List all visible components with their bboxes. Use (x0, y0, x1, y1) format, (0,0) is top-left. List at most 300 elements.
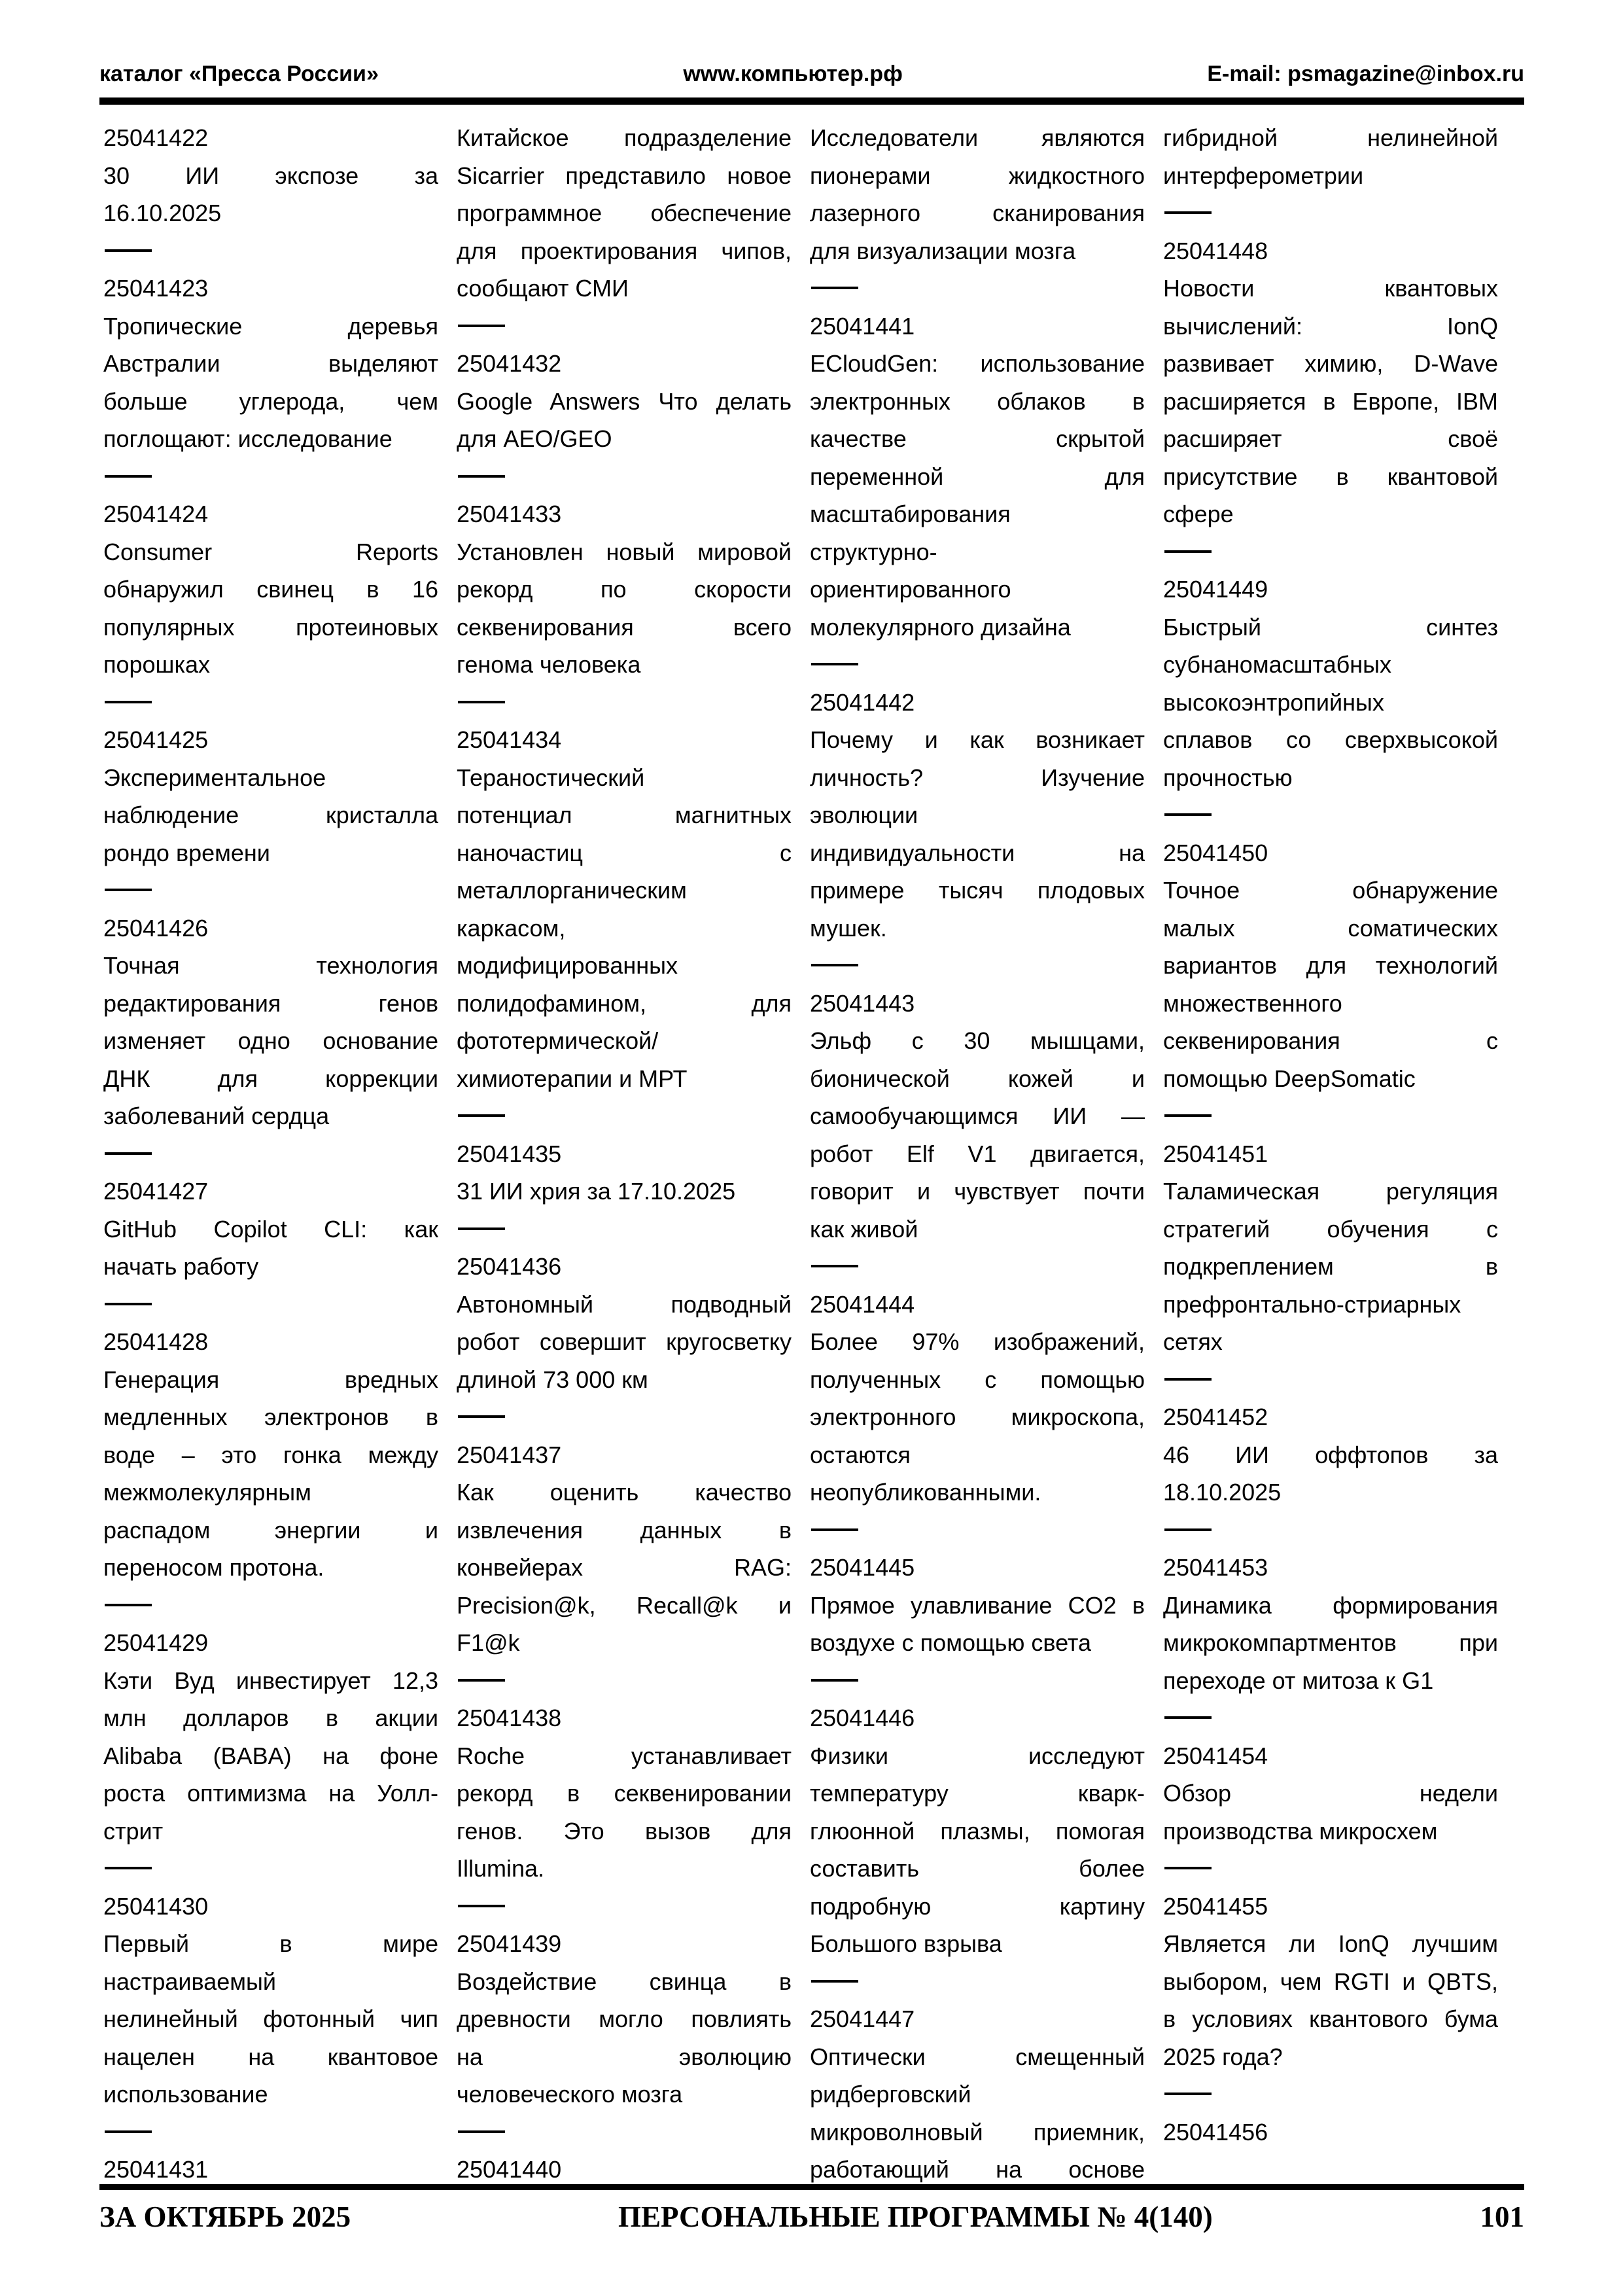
entry (810, 1549, 1145, 1662)
column (810, 119, 1145, 2189)
entry-line: рекорд в секвенировании (457, 1780, 792, 1807)
entry-line: популярных протеиновых (103, 613, 438, 641)
entry-divider (457, 458, 792, 496)
entry-line: Sicarrier представило новое (457, 162, 792, 189)
entry-line: поглощают: исследование (103, 425, 393, 452)
footer-magazine-title: ПЕРСОНАЛЬНЫЕ ПРОГРАММЫ № 4(140) (618, 2200, 1213, 2233)
entry (103, 721, 438, 872)
entry-line: остаются (810, 1441, 911, 1468)
entry-id: 25041452 (1163, 1404, 1268, 1430)
entry-line: расширяет своё (1163, 425, 1498, 452)
entry-line: Почему и как возникает (810, 726, 1145, 753)
entry-line: межмолекулярным (103, 1479, 311, 1506)
entry-line: стратегий обучения с (1163, 1215, 1498, 1243)
entry-divider (810, 947, 1145, 985)
divider-line (458, 2130, 505, 2133)
entry-id: 25041444 (810, 1290, 915, 1318)
entry-line: Австралии выделяют (103, 350, 438, 377)
entry-line: неопубликованными. (810, 1479, 1041, 1506)
divider-line (458, 325, 505, 327)
entry-divider (1163, 796, 1498, 834)
entry-id: 25041454 (1163, 1742, 1268, 1769)
entry (103, 910, 438, 1135)
entry-line: рекорд по скорости (457, 576, 792, 603)
entry-line: Consumer Reports (103, 538, 438, 565)
entry-divider (1163, 533, 1498, 571)
entry-divider (810, 1248, 1145, 1286)
entry (1163, 232, 1498, 533)
entry-id: 25041425 (103, 726, 209, 753)
entry-divider (810, 1662, 1145, 1700)
entry-id: 25041427 (103, 1178, 209, 1205)
divider-line (105, 249, 152, 252)
entry-id: 25041428 (103, 1328, 209, 1355)
entry-line: Динамика формирования (1163, 1591, 1498, 1619)
entry-id: 25041435 (457, 1140, 562, 1167)
entry-divider (103, 684, 438, 722)
entry (103, 1173, 438, 1286)
entry-line: Установлен новый мировой (457, 538, 792, 565)
entry-line: рондо времени (103, 839, 270, 866)
divider-line (458, 1679, 505, 1682)
entry (103, 270, 438, 458)
entry (457, 1135, 792, 1210)
entry-line: редактирования генов (103, 989, 438, 1017)
entry-line: использование (103, 2081, 268, 2108)
entry-line: субнаномасштабных (1163, 651, 1391, 678)
entry-line: глюонной плазмы, помогая (810, 1817, 1145, 1845)
header-rule (99, 97, 1524, 105)
entry-id: 25041446 (810, 1704, 915, 1731)
divider-line (1164, 1716, 1212, 1719)
entry-id: 25041450 (1163, 839, 1268, 866)
entry-id: 25041423 (103, 275, 209, 302)
entry-line: настраиваемый (103, 1968, 277, 1995)
entry-id: 25041431 (103, 2156, 209, 2183)
entry-line: Эльф с 30 мышцами, (810, 1027, 1145, 1054)
entry-line: прочностью (1163, 764, 1293, 791)
entry-line: высокоэнтропийных (1163, 688, 1384, 716)
entry-line: нацелен на квантовое (103, 2043, 438, 2070)
entry (1163, 1737, 1498, 1850)
entry-line: выбором, чем RGTI и QBTS, (1163, 1968, 1498, 1995)
entry-id: 25041434 (457, 726, 562, 753)
entry-line: 16.10.2025 (103, 200, 222, 226)
entry-line: Новости квантовых (1163, 275, 1498, 302)
entry-continuation (1163, 119, 1498, 194)
divider-line (1164, 211, 1212, 214)
entry-line: ориентированного (810, 576, 1011, 603)
entry (1163, 571, 1498, 796)
entry-id: 25041449 (1163, 576, 1268, 603)
entry-line: присутствие в квантовой (1163, 463, 1498, 490)
columns (103, 119, 1498, 2189)
footer-rule (99, 2184, 1524, 2190)
entry-line: для визуализации мозга (810, 237, 1076, 264)
entry-line: для AEO/GEO (457, 425, 612, 452)
entry (457, 495, 792, 684)
entry-divider (1163, 1097, 1498, 1135)
entry-line: префронтально-стриарных (1163, 1290, 1461, 1318)
entry-line: 18.10.2025 (1163, 1479, 1282, 1506)
entry (1163, 1135, 1498, 1361)
entry-line: программное обеспечение (457, 200, 792, 226)
entry-divider (457, 1662, 792, 1700)
entry-line: Roche устанавливает (457, 1742, 792, 1769)
entry (103, 495, 438, 684)
entry-line: Alibaba (BABA) на фоне (103, 1742, 438, 1769)
entry-line: полученных с помощью (810, 1366, 1145, 1393)
entry-line: подробную картину (810, 1892, 1145, 1920)
entry (810, 308, 1145, 646)
entry-line: множественного (1163, 989, 1342, 1017)
entry-divider (457, 308, 792, 345)
entry-line: полидофамином, для (457, 989, 792, 1017)
column (457, 119, 792, 2189)
entry-line: 46 ИИ оффтопов за (1163, 1441, 1498, 1468)
entry-divider (457, 1097, 792, 1135)
entry-line: 2025 года? (1163, 2043, 1283, 2070)
entry-line: переносом протона. (103, 1554, 324, 1581)
entry-line: самообучающимся ИИ — (810, 1103, 1145, 1129)
entry-line: в условиях квантового бума (1163, 2005, 1498, 2032)
entry-id: 25041456 (1163, 2118, 1268, 2146)
divider-line (105, 1867, 152, 1869)
entry-line: микрокомпартментов при (1163, 1629, 1498, 1656)
entry-line: сетях (1163, 1328, 1223, 1355)
entry-line: Воздействие свинца в (457, 1968, 792, 1995)
entry-line: GitHub Copilot CLI: как (103, 1215, 438, 1243)
entry-line: модифицированных (457, 952, 678, 979)
entry-line: Тераностический (457, 764, 645, 791)
entry-line: Обзор недели (1163, 1780, 1498, 1807)
entry-id: 25041445 (810, 1554, 915, 1581)
header-email: E-mail: psmagazine@inbox.ru (1207, 62, 1524, 86)
entry-id: 25041429 (103, 1629, 209, 1656)
entry-line: Первый в мире (103, 1930, 438, 1957)
entry-line: подкреплением в (1163, 1253, 1498, 1280)
divider-line (458, 701, 505, 703)
entry-id: 25041432 (457, 350, 562, 377)
entry-line: Большого взрыва (810, 1930, 1002, 1957)
divider-line (1164, 813, 1212, 816)
entry-line: молекулярного дизайна (810, 613, 1071, 641)
entry-line: робот Elf V1 двигается, (810, 1140, 1145, 1167)
entry (457, 2151, 792, 2189)
entry-line: качестве скрытой (810, 425, 1145, 452)
divider-line (811, 1679, 858, 1682)
entry (1163, 1549, 1498, 1699)
entry-line: каркасом, (457, 914, 566, 942)
entry-line: как живой (810, 1215, 918, 1243)
divider-line (105, 1604, 152, 1606)
divider-line (1164, 1867, 1212, 1869)
entry-line: стрит (103, 1817, 164, 1845)
entry-divider (1163, 194, 1498, 232)
entry-line: переходе от митоза к G1 (1163, 1667, 1434, 1694)
entry-line: извлечения данных в (457, 1516, 792, 1544)
entry-line: бионической кожей и (810, 1065, 1145, 1092)
entry-line: на эволюцию (457, 2043, 792, 2070)
entry-divider (810, 646, 1145, 684)
entry-line: Как оценить качество (457, 1479, 792, 1506)
entry-line: структурно- (810, 538, 937, 565)
entry-divider (1163, 1699, 1498, 1737)
entry-id: 25041430 (103, 1892, 209, 1920)
entry-divider (103, 232, 438, 270)
divider-line (458, 1227, 505, 1230)
entry-divider (103, 1286, 438, 1324)
entry (103, 1888, 438, 2113)
entry-line: гибридной нелинейной (1163, 124, 1498, 151)
entry-line: длиной 73 000 км (457, 1366, 648, 1393)
entry (810, 1286, 1145, 1511)
entry-line: развивает химию, D-Wave (1163, 350, 1498, 377)
entry-line: масштабирования (810, 501, 1011, 527)
entry (1163, 2113, 1498, 2151)
entry (810, 985, 1145, 1248)
entry-line: говорит и чувствует почти (810, 1178, 1145, 1205)
entry-line: Исследователи являются (810, 124, 1145, 151)
entry-line: медленных электронов в (103, 1404, 438, 1430)
entry-line: Быстрый синтез (1163, 613, 1498, 641)
entry-line: эволюции (810, 802, 918, 828)
footer-issue-period: ЗА ОКТЯБРЬ 2025 (99, 2200, 351, 2233)
entry-line: изменяет одно основание (103, 1027, 438, 1054)
entry-line: Прямое улавливание CO2 в (810, 1591, 1145, 1619)
divider-line (811, 1980, 858, 1983)
entry-line: наблюдение кристалла (103, 802, 438, 828)
entry-id: 25041447 (810, 2005, 915, 2032)
entry-line: Тропические деревья (103, 312, 438, 340)
entry-line: ДНК для коррекции (103, 1065, 438, 1092)
entry-divider (457, 1210, 792, 1248)
entry (103, 1323, 438, 1587)
divider-line (458, 1905, 505, 1907)
entry (457, 1248, 792, 1398)
entry-id: 25041424 (103, 501, 209, 527)
divider-line (105, 889, 152, 891)
entry-id: 25041433 (457, 501, 562, 527)
entry-line: обнаружил свинец в 16 (103, 576, 438, 603)
entry-line: ридберговский (810, 2081, 971, 2108)
entry-id: 25041426 (103, 914, 209, 942)
entry-line: сфере (1163, 501, 1234, 527)
entry-line: Таламическая регуляция (1163, 1178, 1498, 1205)
entry-line: начать работу (103, 1253, 259, 1280)
entry-line: наночастиц с (457, 839, 792, 866)
entry-line: Является ли IonQ лучшим (1163, 1930, 1498, 1957)
entry-line: ECloudGen: использование (810, 350, 1145, 377)
entry-line: Оптически смещенный (810, 2043, 1145, 2070)
entry-id: 25041436 (457, 1253, 562, 1280)
entry-line: электронных облаков в (810, 387, 1145, 415)
entry-line: Illumina. (457, 1855, 545, 1882)
entry (810, 2000, 1145, 2189)
entry-line: Precision@k, Recall@k и (457, 1591, 792, 1619)
entry-line: конвейерах RAG: (457, 1554, 792, 1581)
divider-line (811, 663, 858, 665)
entry-divider (457, 2113, 792, 2151)
divider-line (458, 1114, 505, 1117)
entry-line: сообщают СМИ (457, 275, 629, 302)
entry-line: генов. Это вызов для (457, 1817, 792, 1845)
entry (1163, 834, 1498, 1098)
entry-line: помощью DeepSomatic (1163, 1065, 1416, 1092)
divider-line (1164, 2093, 1212, 2095)
entry-line: пионерами жидкостного (810, 162, 1145, 189)
divider-line (105, 475, 152, 478)
entry-line: роста оптимизма на Уолл- (103, 1780, 438, 1807)
entry-divider (810, 1511, 1145, 1549)
entry-line: заболеваний сердца (103, 1103, 330, 1129)
entry-line: воде – это гонка между (103, 1441, 438, 1468)
entry-id: 25041441 (810, 312, 915, 340)
entry-line: индивидуальности на (810, 839, 1145, 866)
entry-id: 25041455 (1163, 1892, 1268, 1920)
divider-line (1164, 1114, 1212, 1117)
entry (810, 1699, 1145, 1963)
entry-line: Физики исследуют (810, 1742, 1145, 1769)
entry-line: распадом энергии и (103, 1516, 438, 1544)
entry (103, 119, 438, 232)
entry-line: млн долларов в акции (103, 1704, 438, 1731)
page-header (99, 62, 1524, 87)
entry-line: Китайское подразделение (457, 124, 792, 151)
entry-line: Экспериментальное (103, 764, 326, 791)
entry-line: производства микросхем (1163, 1817, 1438, 1845)
entry-line: примере тысяч плодовых (810, 877, 1145, 904)
entry-line: сплавов со сверхвысокой (1163, 726, 1498, 753)
entry (810, 684, 1145, 947)
entry (457, 345, 792, 458)
entry-line: расширяется в Европе, IBM (1163, 387, 1498, 415)
divider-line (1164, 1528, 1212, 1531)
entry-divider (103, 458, 438, 496)
entry-line: Точная технология (103, 952, 438, 979)
entry-line: вычислений: IonQ (1163, 312, 1498, 340)
entry-line: химиотерапии и МРТ (457, 1065, 688, 1092)
entry-divider (1163, 1850, 1498, 1888)
entry-continuation (457, 119, 792, 308)
divider-line (811, 1528, 858, 1531)
entry-id: 25041437 (457, 1441, 562, 1468)
divider-line (105, 1303, 152, 1305)
entry-divider (103, 1850, 438, 1888)
entry-line: микроволновый приемник, (810, 2118, 1145, 2146)
footer-page-number: 101 (1480, 2200, 1524, 2233)
entry-line: малых соматических (1163, 914, 1498, 942)
entry-id: 25041439 (457, 1930, 562, 1957)
entry-line: генома человека (457, 651, 641, 678)
entry-line: секвенирования с (1163, 1027, 1498, 1054)
divider-line (105, 2130, 152, 2133)
entry-id: 25041451 (1163, 1140, 1268, 1167)
entry-id: 25041453 (1163, 1554, 1268, 1581)
entry-line: 30 ИИ экспозе за (103, 162, 438, 189)
entry-line: температуру кварк- (810, 1780, 1145, 1807)
entry-line: Генерация вредных (103, 1366, 438, 1393)
entry-divider (457, 1398, 792, 1436)
column (1163, 119, 1498, 2189)
entry-line: секвенирования всего (457, 613, 792, 641)
entry-id: 25041443 (810, 989, 915, 1017)
header-website: www.компьютер.рф (683, 62, 903, 86)
entry-id: 25041448 (1163, 237, 1268, 264)
entry-divider (1163, 1511, 1498, 1549)
entry-divider (810, 1963, 1145, 2001)
divider-line (811, 287, 858, 289)
divider-line (458, 475, 505, 478)
entry-line: вариантов для технологий (1163, 952, 1498, 979)
entry-line: Google Answers Что делать (457, 387, 792, 415)
entry-line: F1@k (457, 1629, 520, 1656)
divider-line (811, 964, 858, 966)
entry-line: интерферометрии (1163, 162, 1364, 189)
entry-line: лазерного сканирования (810, 200, 1145, 226)
entry-divider (1163, 1361, 1498, 1399)
entry (457, 1699, 792, 1888)
entry-divider (810, 270, 1145, 308)
column (103, 119, 438, 2189)
entry-line: личность? Изучение (810, 764, 1145, 791)
divider-line (458, 1415, 505, 1418)
entry-line: порошках (103, 651, 211, 678)
entry-id: 25041422 (103, 124, 209, 151)
entry-divider (103, 2113, 438, 2151)
entry-line: больше углерода, чем (103, 387, 438, 415)
entry (1163, 1398, 1498, 1511)
entry-line: человеческого мозга (457, 2081, 683, 2108)
entry-id: 25041440 (457, 2156, 562, 2183)
entry-line: металлорганическим (457, 877, 687, 904)
entry-divider (457, 1888, 792, 1926)
entry-divider (1163, 2075, 1498, 2113)
entry-line: потенциал магнитных (457, 802, 792, 828)
entry-line: робот совершит кругосветку (457, 1328, 792, 1355)
entry-divider (103, 1587, 438, 1625)
entry (457, 1436, 792, 1662)
entry-line: древности могло повлиять (457, 2005, 792, 2032)
entry-line: 31 ИИ хрия за 17.10.2025 (457, 1178, 736, 1205)
divider-line (811, 1265, 858, 1267)
entry-continuation (810, 119, 1145, 270)
entry-line: для проектирования чипов, (457, 237, 792, 264)
entry-divider (457, 684, 792, 722)
entry-id: 25041442 (810, 688, 915, 716)
entry-line: Более 97% изображений, (810, 1328, 1145, 1355)
entry (1163, 1888, 1498, 2076)
divider-line (105, 1152, 152, 1155)
entry-line: переменной для (810, 463, 1145, 490)
entry-divider (103, 872, 438, 910)
entry-divider (103, 1135, 438, 1173)
entry-line: составить более (810, 1855, 1145, 1882)
entry (457, 1925, 792, 2113)
divider-line (105, 701, 152, 703)
divider-line (1164, 550, 1212, 553)
entry (457, 721, 792, 1097)
entry-line: электронного микроскопа, (810, 1404, 1145, 1430)
entry-line: воздухе с помощью света (810, 1629, 1091, 1656)
entry-id: 25041438 (457, 1704, 562, 1731)
entry-line: мушек. (810, 914, 887, 942)
entry-line: Кэти Вуд инвестирует 12,3 (103, 1667, 438, 1694)
entry (103, 2151, 438, 2189)
entry-line: Точное обнаружение (1163, 877, 1498, 904)
header-catalog-label: каталог «Пресса России» (99, 62, 379, 86)
entry-line: фототермической/ (457, 1027, 659, 1054)
